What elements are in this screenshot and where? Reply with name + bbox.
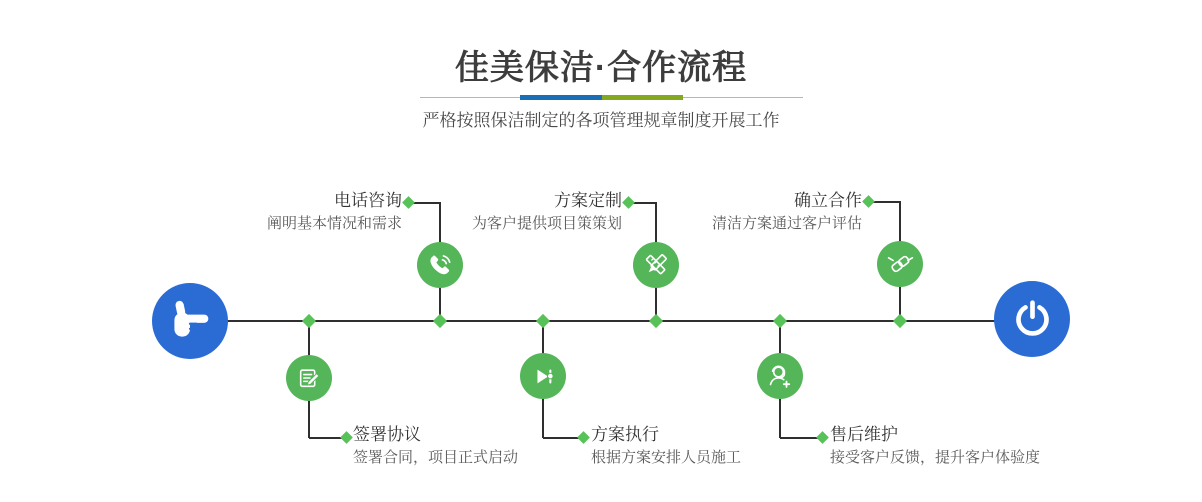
step-label-aftersales-maintain: [830, 424, 1040, 468]
title-divider-blue-segment: [520, 95, 602, 100]
step-desc: 为客户提供项目策策划: [471, 215, 622, 232]
step-desc: 根据方案安排人员施工: [591, 449, 742, 466]
label-diamond: [577, 431, 590, 444]
timeline-node-diamond: [536, 314, 550, 328]
step-desc: 签署合同，项目正式启动: [353, 449, 519, 466]
title-divider-green-segment: [602, 95, 683, 100]
step-label-phone-consult: [220, 190, 402, 234]
handshake-icon: [885, 249, 916, 280]
step-label-plan-customize: [440, 190, 622, 234]
step-icon-circle: [757, 353, 803, 399]
timeline-node-diamond: [893, 314, 907, 328]
step-title: 电话咨询: [334, 191, 402, 210]
step-icon-circle: [520, 353, 566, 399]
pencil-ruler-icon: [642, 251, 670, 279]
timeline-start-circle: [152, 283, 228, 359]
step-icon-circle: [877, 241, 923, 287]
step-desc: 阐明基本情况和需求: [266, 215, 402, 232]
pointing-hand-icon: [168, 299, 212, 343]
step-title: 方案执行: [591, 425, 659, 444]
step-label-establish-cooperation: [680, 190, 862, 234]
phone-call-icon: [426, 251, 454, 279]
timeline-end-circle: [994, 281, 1070, 357]
headset-service-icon: [765, 361, 795, 391]
play-execute-icon: [530, 363, 557, 390]
timeline-node-diamond: [302, 314, 316, 328]
label-diamond: [340, 431, 353, 444]
step-title: 签署协议: [353, 425, 421, 444]
step-desc: 清洁方案通过客户评估: [711, 215, 862, 232]
step-title: 确立合作: [794, 191, 862, 210]
timeline-node-diamond: [649, 314, 663, 328]
page-title: 佳美保洁·合作流程: [454, 49, 748, 87]
page-subtitle: 严格按照保洁制定的各项管理规章制度开展工作: [422, 111, 780, 130]
label-diamond: [816, 431, 829, 444]
step-title: 方案定制: [554, 191, 622, 210]
label-diamond: [622, 196, 635, 209]
step-label-plan-execute: [591, 424, 741, 468]
step-icon-circle: [633, 242, 679, 288]
label-diamond: [402, 196, 415, 209]
power-icon: [1012, 299, 1053, 340]
step-label-sign-agreement: [353, 424, 518, 468]
step-icon-circle: [286, 355, 332, 401]
step-desc: 接受客户反馈，提升客户体验度: [830, 449, 1041, 466]
step-title: 售后维护: [830, 425, 898, 444]
label-diamond: [862, 195, 875, 208]
timeline-node-diamond: [773, 314, 787, 328]
timeline-node-diamond: [433, 314, 447, 328]
sign-document-icon: [296, 365, 323, 392]
step-icon-circle: [417, 242, 463, 288]
timeline-line: [190, 320, 1034, 322]
